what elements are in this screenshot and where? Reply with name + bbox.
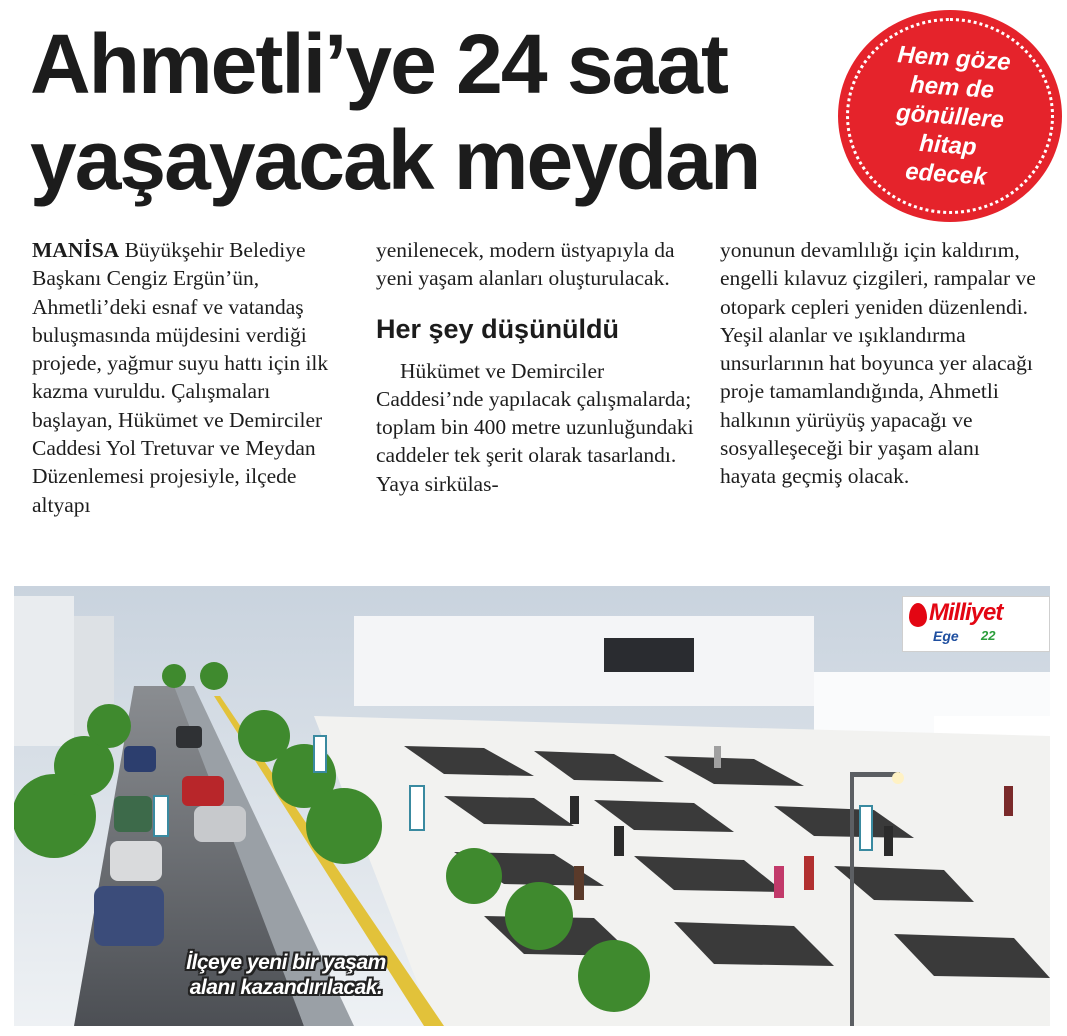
milliyet-ege-logo (902, 596, 1050, 652)
headline-line-2: yaşayacak meydan (30, 113, 760, 207)
flame-icon (909, 603, 927, 627)
article-column-1 (32, 236, 350, 519)
column-1-text: Büyükşehir Belediye Başkanı Cengiz Ergün’ün, Ahmetli’deki esnaf ve vatandaş buluşmasında müjdesini verdiği projede, yağmur suyu hattı için ilk kazma vuruldu. Çalışmaları başlayan, Hükümet ve Demirciler Caddesi Yol Tretuvar ve Meydan Düzenlemesi projesiyle, ilçede altyapı (32, 238, 329, 517)
logo-number: 22 (981, 628, 996, 643)
column-2-text: yenilenecek, modern üstyapıyla da yeni yaşam alanları oluşturulacak. (376, 238, 675, 291)
logo-name: Milliyet (929, 599, 1003, 626)
subheading: Her şey düşünüldü (376, 313, 620, 344)
column-2-paragraph-2: Hükümet ve Demirciler Caddesi’nde yapılacak çalışmalarda; toplam bin 400 metre uzunluğundaki caddeler tek şerit olarak tasarlandı. Yaya sirkülas- (376, 358, 694, 496)
article-column-3 (720, 236, 1038, 491)
column-3-text: yonunun devamlılığı için kaldırım, engelli kılavuz çizgileri, rampalar ve otopark cepleri yeniden düzenlendi. Yeşil alanlar ve ışıklandırma unsurlarının hat boyunca yer alacağı proje tamamlandığında, Ahmetli halkının yürüyüş yapacağı ve sosyalleşeceği bir yaşam alanı hayata geçmiş olacak. (720, 238, 1036, 489)
headline-line-1: Ahmetli’ye 24 saat (30, 17, 728, 111)
headline (30, 16, 850, 208)
logo-sub: Ege (933, 628, 959, 644)
badge-text: Hem göze hem de gönüllere hitap edecek (895, 40, 1012, 191)
highlight-badge (838, 10, 1062, 222)
photo-caption: İlçeye yeni bir yaşam alanı kazandırılacak. (186, 951, 386, 999)
dateline: MANİSA (32, 238, 120, 262)
column-1-paragraph (32, 236, 350, 519)
article-column-2 (376, 236, 694, 498)
rendering-photo (14, 586, 1050, 1026)
